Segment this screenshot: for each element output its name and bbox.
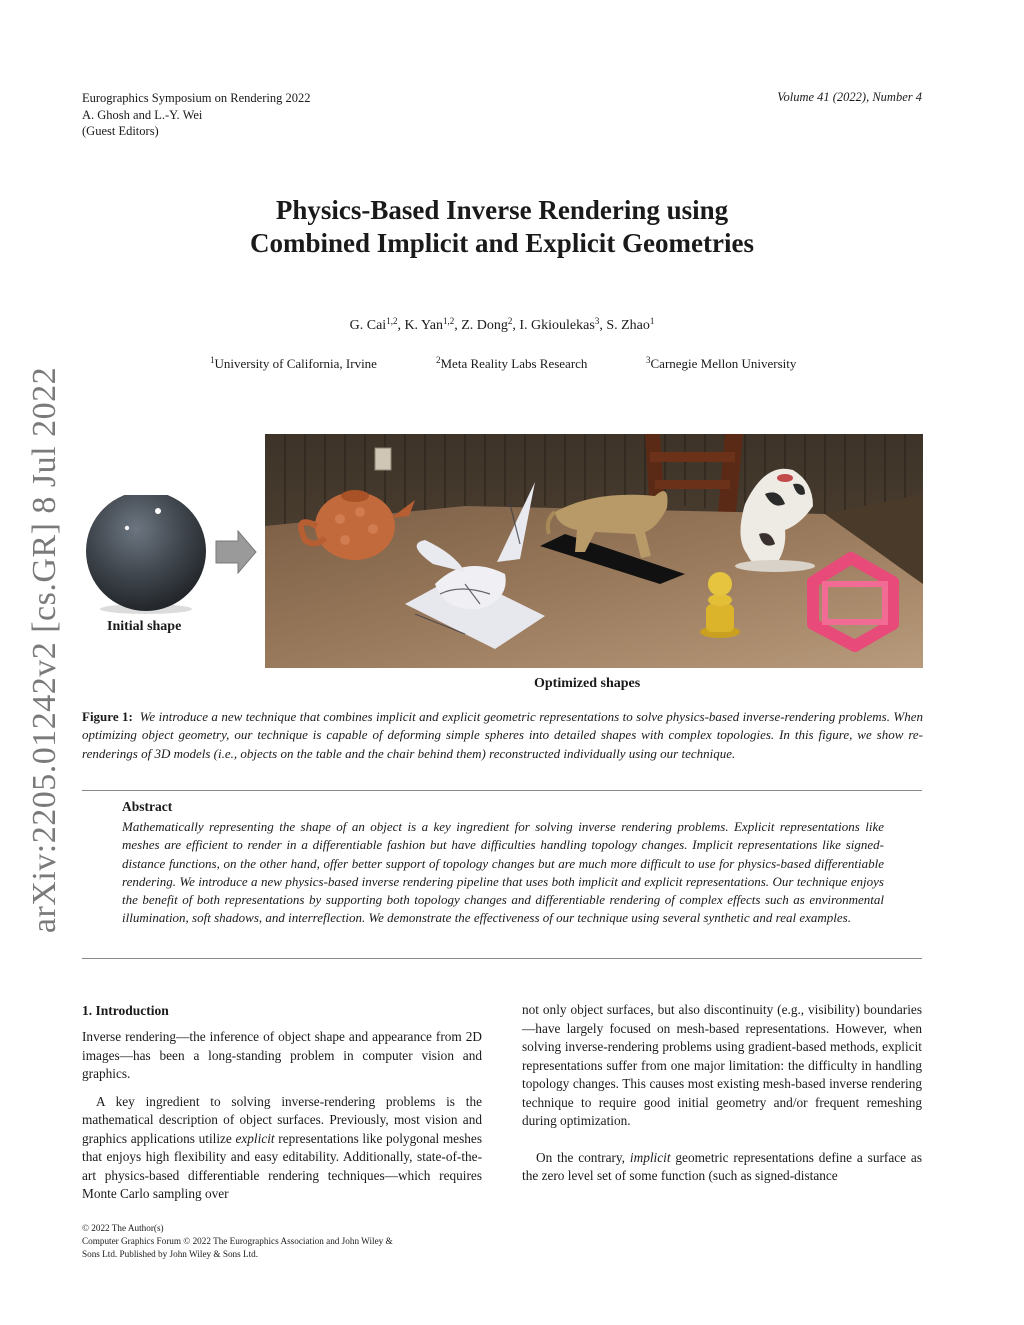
affiliation-cmu: $^3$Carnegie Mellon University	[646, 355, 797, 371]
initial-shape-label: Initial shape	[107, 619, 182, 634]
intro-paragraph: On the contrary, implicit geometric representations define a surface as the zero level set of some function (such as signed-distance	[522, 1149, 922, 1183]
figure-caption	[82, 708, 923, 763]
conference-name: Eurographics Symposium on Rendering 2022	[82, 91, 311, 105]
right-column	[522, 1001, 922, 1195]
intro-paragraph: A key ingredient to solving inverse-rendering problems is the mathematical description of object surfaces. Previously, most vision and graphics applications utilize explicit representations like polygonal meshes that enjoys high flexibility and easy editability. Additionally, state-of-the-art physics-based differentiable rendering techniques—which requires Monte Carlo sampling over	[82, 1093, 482, 1201]
title-line-2: Combined Implicit and Explicit Geometries	[250, 228, 754, 258]
paper-title	[0, 194, 1004, 260]
guest-editors-role: (Guest Editors)	[82, 124, 159, 138]
volume-info: Volume 41 (2022), Number 4	[777, 90, 922, 104]
initial-sphere-image	[80, 495, 212, 615]
intro-paragraph: Inverse rendering—the inference of object shape and appearance from 2D images—has been a long-standing problem in computer vision and graphics.	[82, 1029, 482, 1081]
figure-caption-label: Figure 1:	[82, 709, 133, 724]
running-header-left	[82, 90, 310, 140]
copyright-footer	[82, 1222, 402, 1261]
section-heading-introduction: 1. Introduction	[82, 1003, 169, 1018]
optimized-shapes-label: Optimized shapes	[534, 676, 641, 691]
abstract-heading: Abstract	[122, 799, 173, 814]
affiliation-uci: $^1$University of California, Irvine	[210, 355, 377, 371]
author-list: G. Cai$^{1,2}$, K. Yan$^{1,2}$, Z. Dong$^2$, I. Gkioulekas$^3$, S. Zhao$^1$	[349, 316, 655, 333]
arxiv-stamp: arXiv:2205.01242v2 [cs.GR] 8 Jul 2022	[26, 366, 63, 934]
author: G. Cai$^{1,2}$	[349, 316, 398, 333]
author: Z. Dong$^2$	[461, 316, 513, 333]
author: K. Yan$^{1,2}$	[404, 316, 455, 333]
left-column	[82, 1028, 482, 1213]
affiliation-meta: $^2$Meta Reality Labs Research	[436, 355, 588, 371]
guest-editors: A. Ghosh and L.-Y. Wei	[82, 107, 203, 122]
abstract-body: Mathematically representing the shape of an object is a key ingredient for solving inverse rendering problems. Explicit representations like meshes are efficient to render in a differentiable fashion but have difficulties handling topology changes. Implicit representations like signed-distance functions, on the other hand, offer better support of topology changes but are much more difficult to use for physics-based differentiable rendering. We introduce a new physics-based inverse rendering pipeline that uses both implicit and explicit representations. Our technique enjoys the benefit of both representations by supporting both topology changes and differentiable rendering of complex effects such as environmental illumination, soft shadows, and interreflection. We demonstrate the effectiveness of our technique using several synthetic and real examples.	[122, 819, 884, 926]
intro-paragraph: not only object surfaces, but also discontinuity (e.g., visibility) boundaries—have largely focused on mesh-based representations. However, when solving inverse-rendering problems using gradient-based methods, explicit representations suffer from one major limitation: the difficulty in handling topology changes. This causes most existing mesh-based inverse rendering technique to require good initial geometry and/or frequent remeshing during optimization.	[522, 1002, 922, 1128]
abstract-bottom-rule	[82, 958, 922, 959]
title-line-1: Physics-Based Inverse Rendering using	[275, 195, 729, 225]
figure-caption-text: We introduce a new technique that combines implicit and explicit geometric representations to solve physics-based inverse-rendering problems. When optimizing object geometry, our technique is capable of deforming simple spheres into detailed shapes with complex topologies. In this figure, we show re-renderings of 3D models (i.e., objects on the table and the chair behind them) reconstructed individually using our technique.	[82, 709, 923, 761]
author: I. Gkioulekas$^3$	[519, 316, 600, 333]
copyright-line: © 2022 The Author(s)	[82, 1223, 164, 1233]
abstract-top-rule	[82, 790, 922, 791]
author: S. Zhao$^1$	[606, 316, 655, 333]
publisher-line: Computer Graphics Forum © 2022 The Eurographics Association and John Wiley & Sons Ltd. Published by John Wiley & Sons Ltd.	[82, 1236, 393, 1259]
arrow-right-icon	[214, 529, 258, 575]
optimized-shapes-render	[265, 434, 923, 668]
